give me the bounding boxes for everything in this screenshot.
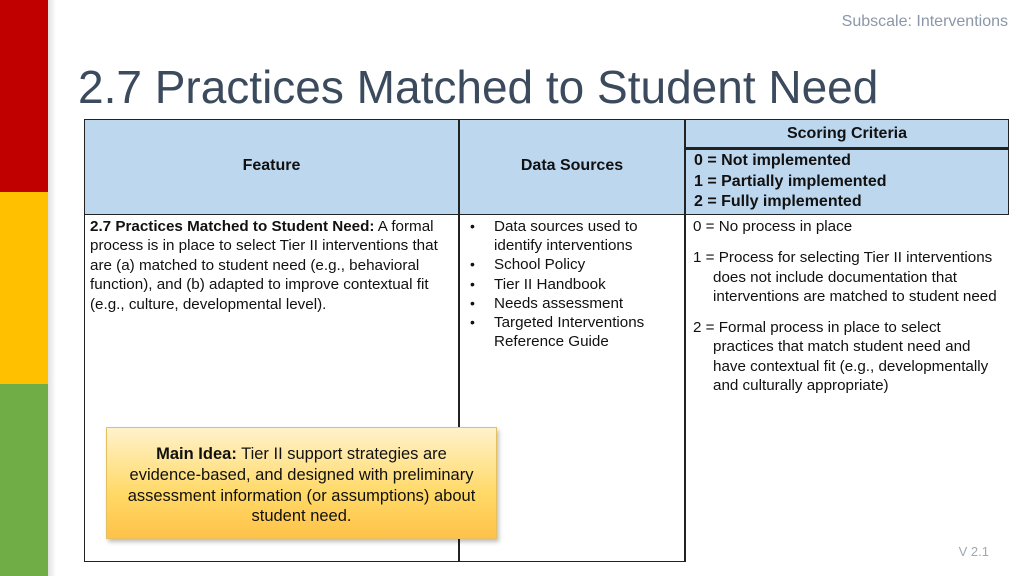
scoring-level-1: 1 = Partially implemented xyxy=(694,172,887,190)
header-scoring-criteria: Scoring Criteria xyxy=(685,119,1009,148)
list-item: • Targeted Interventions Reference Guide xyxy=(468,313,680,351)
feature-text: A formal process is in place to select Tier II interventions that are (a) matched to student need (e.g., behavioral function), and (b) adapted to improve contextual fit (e.g., culture, developmental level). xyxy=(90,218,438,313)
scoring-item-2: 2 = Formal process in place to select practices that match student need and have contextual fit (e.g., developmentally and culturally appropriate) xyxy=(693,319,989,395)
list-item: • School Policy xyxy=(468,255,680,274)
header-feature-label: Feature xyxy=(242,157,301,174)
color-bar-red xyxy=(0,0,48,192)
callout-label: Main Idea: xyxy=(156,445,237,463)
list-item: • Data sources used to identify interventions xyxy=(468,217,680,255)
version-label: V 2.1 xyxy=(958,544,989,559)
color-bar-yellow xyxy=(0,192,48,384)
scoring-item-0: 0 = No process in place xyxy=(693,218,853,235)
scoring-list xyxy=(693,217,1005,407)
subscale-label: Subscale: Interventions xyxy=(841,13,1008,30)
scoring-item-1: 1 = Process for selecting Tier II interventions does not include documentation that interventions are matched to student need xyxy=(693,249,997,305)
callout-text: Tier II support strategies are evidence-based, and designed with preliminary assessment information (or assumptions) about student need. xyxy=(127,445,476,526)
scoring-level-0: 0 = Not implemented xyxy=(694,152,851,169)
feature-label: 2.7 Practices Matched to Student Need: xyxy=(90,218,375,235)
header-data-sources-label: Data Sources xyxy=(520,157,624,174)
scoring-level-2: 2 = Fully implemented xyxy=(694,193,862,210)
header-scoring-levels xyxy=(685,148,1009,215)
page-title: 2.7 Practices Matched to Student Need xyxy=(78,61,879,113)
main-idea-callout xyxy=(106,427,497,539)
header-data-sources xyxy=(459,119,685,215)
color-bar-green xyxy=(0,384,48,576)
scoring-cell xyxy=(685,215,1009,562)
feature-description xyxy=(90,217,450,314)
list-item: • Tier II Handbook xyxy=(468,275,680,294)
header-feature xyxy=(84,119,459,215)
data-sources-list xyxy=(468,217,680,351)
bar-shadow xyxy=(48,0,56,576)
list-item: • Needs assessment xyxy=(468,294,680,313)
